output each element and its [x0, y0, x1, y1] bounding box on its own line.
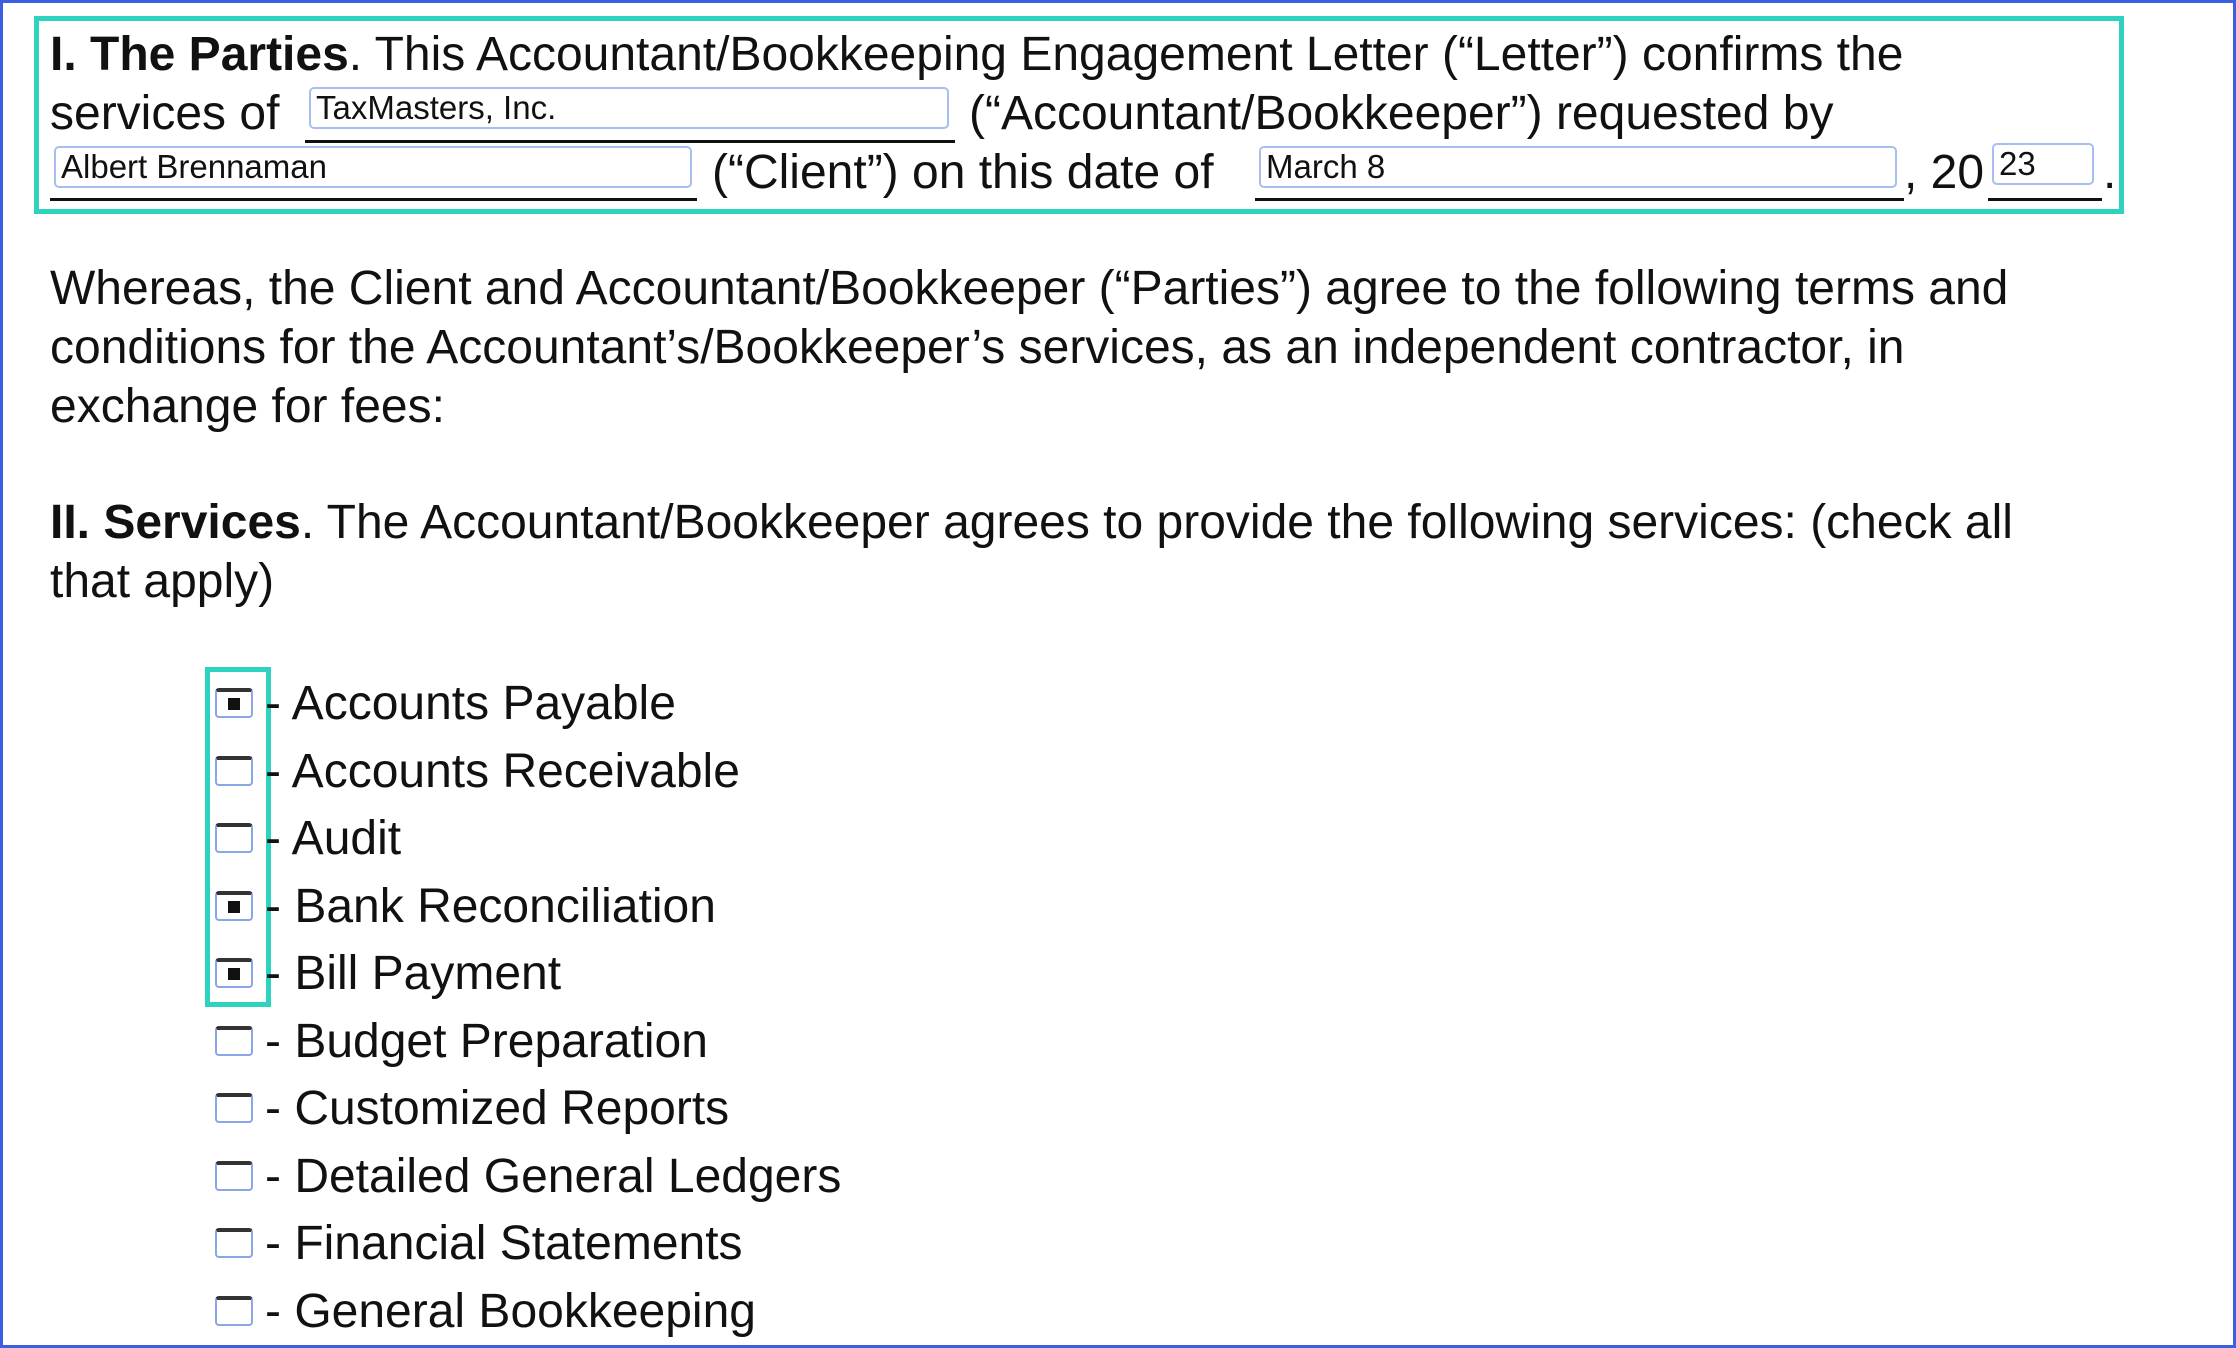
service-item-accounts-receivable: [215, 743, 740, 799]
checkbox-customized-reports[interactable]: [215, 1093, 253, 1123]
date-underline: [1255, 198, 1904, 201]
date-field[interactable]: [1259, 146, 1897, 188]
service-label: - Accounts Payable: [265, 676, 676, 730]
whereas-line-2: conditions for the Accountant’s/Bookkeeper’s services, as an independent contractor, in: [50, 321, 1905, 374]
whereas-line-1: Whereas, the Client and Accountant/Bookkeeper (“Parties”) agree to the following terms and: [50, 262, 2009, 315]
services-line-1: [50, 493, 2013, 552]
checkbox-financial-statements[interactable]: [215, 1228, 253, 1258]
services-line-2: that apply): [50, 555, 275, 608]
service-item-financial-statements: [215, 1215, 743, 1271]
service-label: - Bank Reconciliation: [265, 879, 716, 933]
service-label: - General Bookkeeping: [265, 1284, 756, 1338]
parties-line-2: [50, 84, 279, 143]
checkbox-accounts-receivable[interactable]: [215, 756, 253, 786]
whereas-line-3: exchange for fees:: [50, 380, 445, 433]
service-label: - Customized Reports: [265, 1081, 730, 1135]
service-label: - Bill Payment: [265, 946, 562, 1000]
checkbox-audit[interactable]: [215, 823, 253, 853]
service-item-accounts-payable: [215, 675, 676, 731]
service-item-detailed-general-ledgers: [215, 1148, 841, 1204]
client-name-field[interactable]: [54, 146, 692, 188]
checkbox-accounts-payable[interactable]: [215, 688, 253, 718]
check-mark-icon: [228, 901, 240, 913]
parties-text-6: .: [2103, 146, 2117, 199]
checkbox-budget-preparation[interactable]: [215, 1026, 253, 1056]
client-underline: [50, 198, 697, 201]
services-heading: II. Services: [50, 496, 301, 549]
checkbox-bill-payment[interactable]: [215, 958, 253, 988]
checkbox-general-bookkeeping[interactable]: [215, 1296, 253, 1326]
service-item-bank-reconciliation: [215, 878, 716, 934]
check-mark-icon: [228, 968, 240, 980]
services-text-1: . The Accountant/Bookkeeper agrees to provide the following services: (check all: [300, 496, 2013, 549]
accountant-name-field[interactable]: [309, 87, 949, 129]
parties-line-1: [50, 25, 1903, 84]
service-item-budget-preparation: [215, 1013, 708, 1069]
checkbox-detailed-general-ledgers[interactable]: [215, 1161, 253, 1191]
service-label: - Detailed General Ledgers: [265, 1149, 842, 1203]
service-label: - Budget Preparation: [265, 1014, 708, 1068]
service-item-customized-reports: [215, 1080, 729, 1136]
service-item-general-bookkeeping: [215, 1283, 756, 1339]
service-item-audit: [215, 810, 401, 866]
parties-text-5: , 20: [1904, 146, 1985, 199]
parties-text-1: . This Accountant/Bookkeeping Engagement Letter (“Letter”) confirms the: [348, 28, 1904, 81]
service-label: - Financial Statements: [265, 1216, 743, 1270]
checkbox-bank-reconciliation[interactable]: [215, 891, 253, 921]
check-mark-icon: [228, 698, 240, 710]
year-field[interactable]: [1992, 143, 2094, 185]
parties-text-2: services of: [50, 87, 280, 140]
service-label: - Accounts Receivable: [265, 744, 740, 798]
year-underline: [1988, 198, 2102, 201]
service-item-bill-payment: [215, 945, 561, 1001]
service-label: - Audit: [265, 811, 402, 865]
parties-text-4: (“Client”) on this date of: [712, 146, 1214, 199]
parties-text-3: (“Accountant/Bookkeeper”) requested by: [969, 87, 1834, 140]
parties-heading: I. The Parties: [50, 28, 349, 81]
